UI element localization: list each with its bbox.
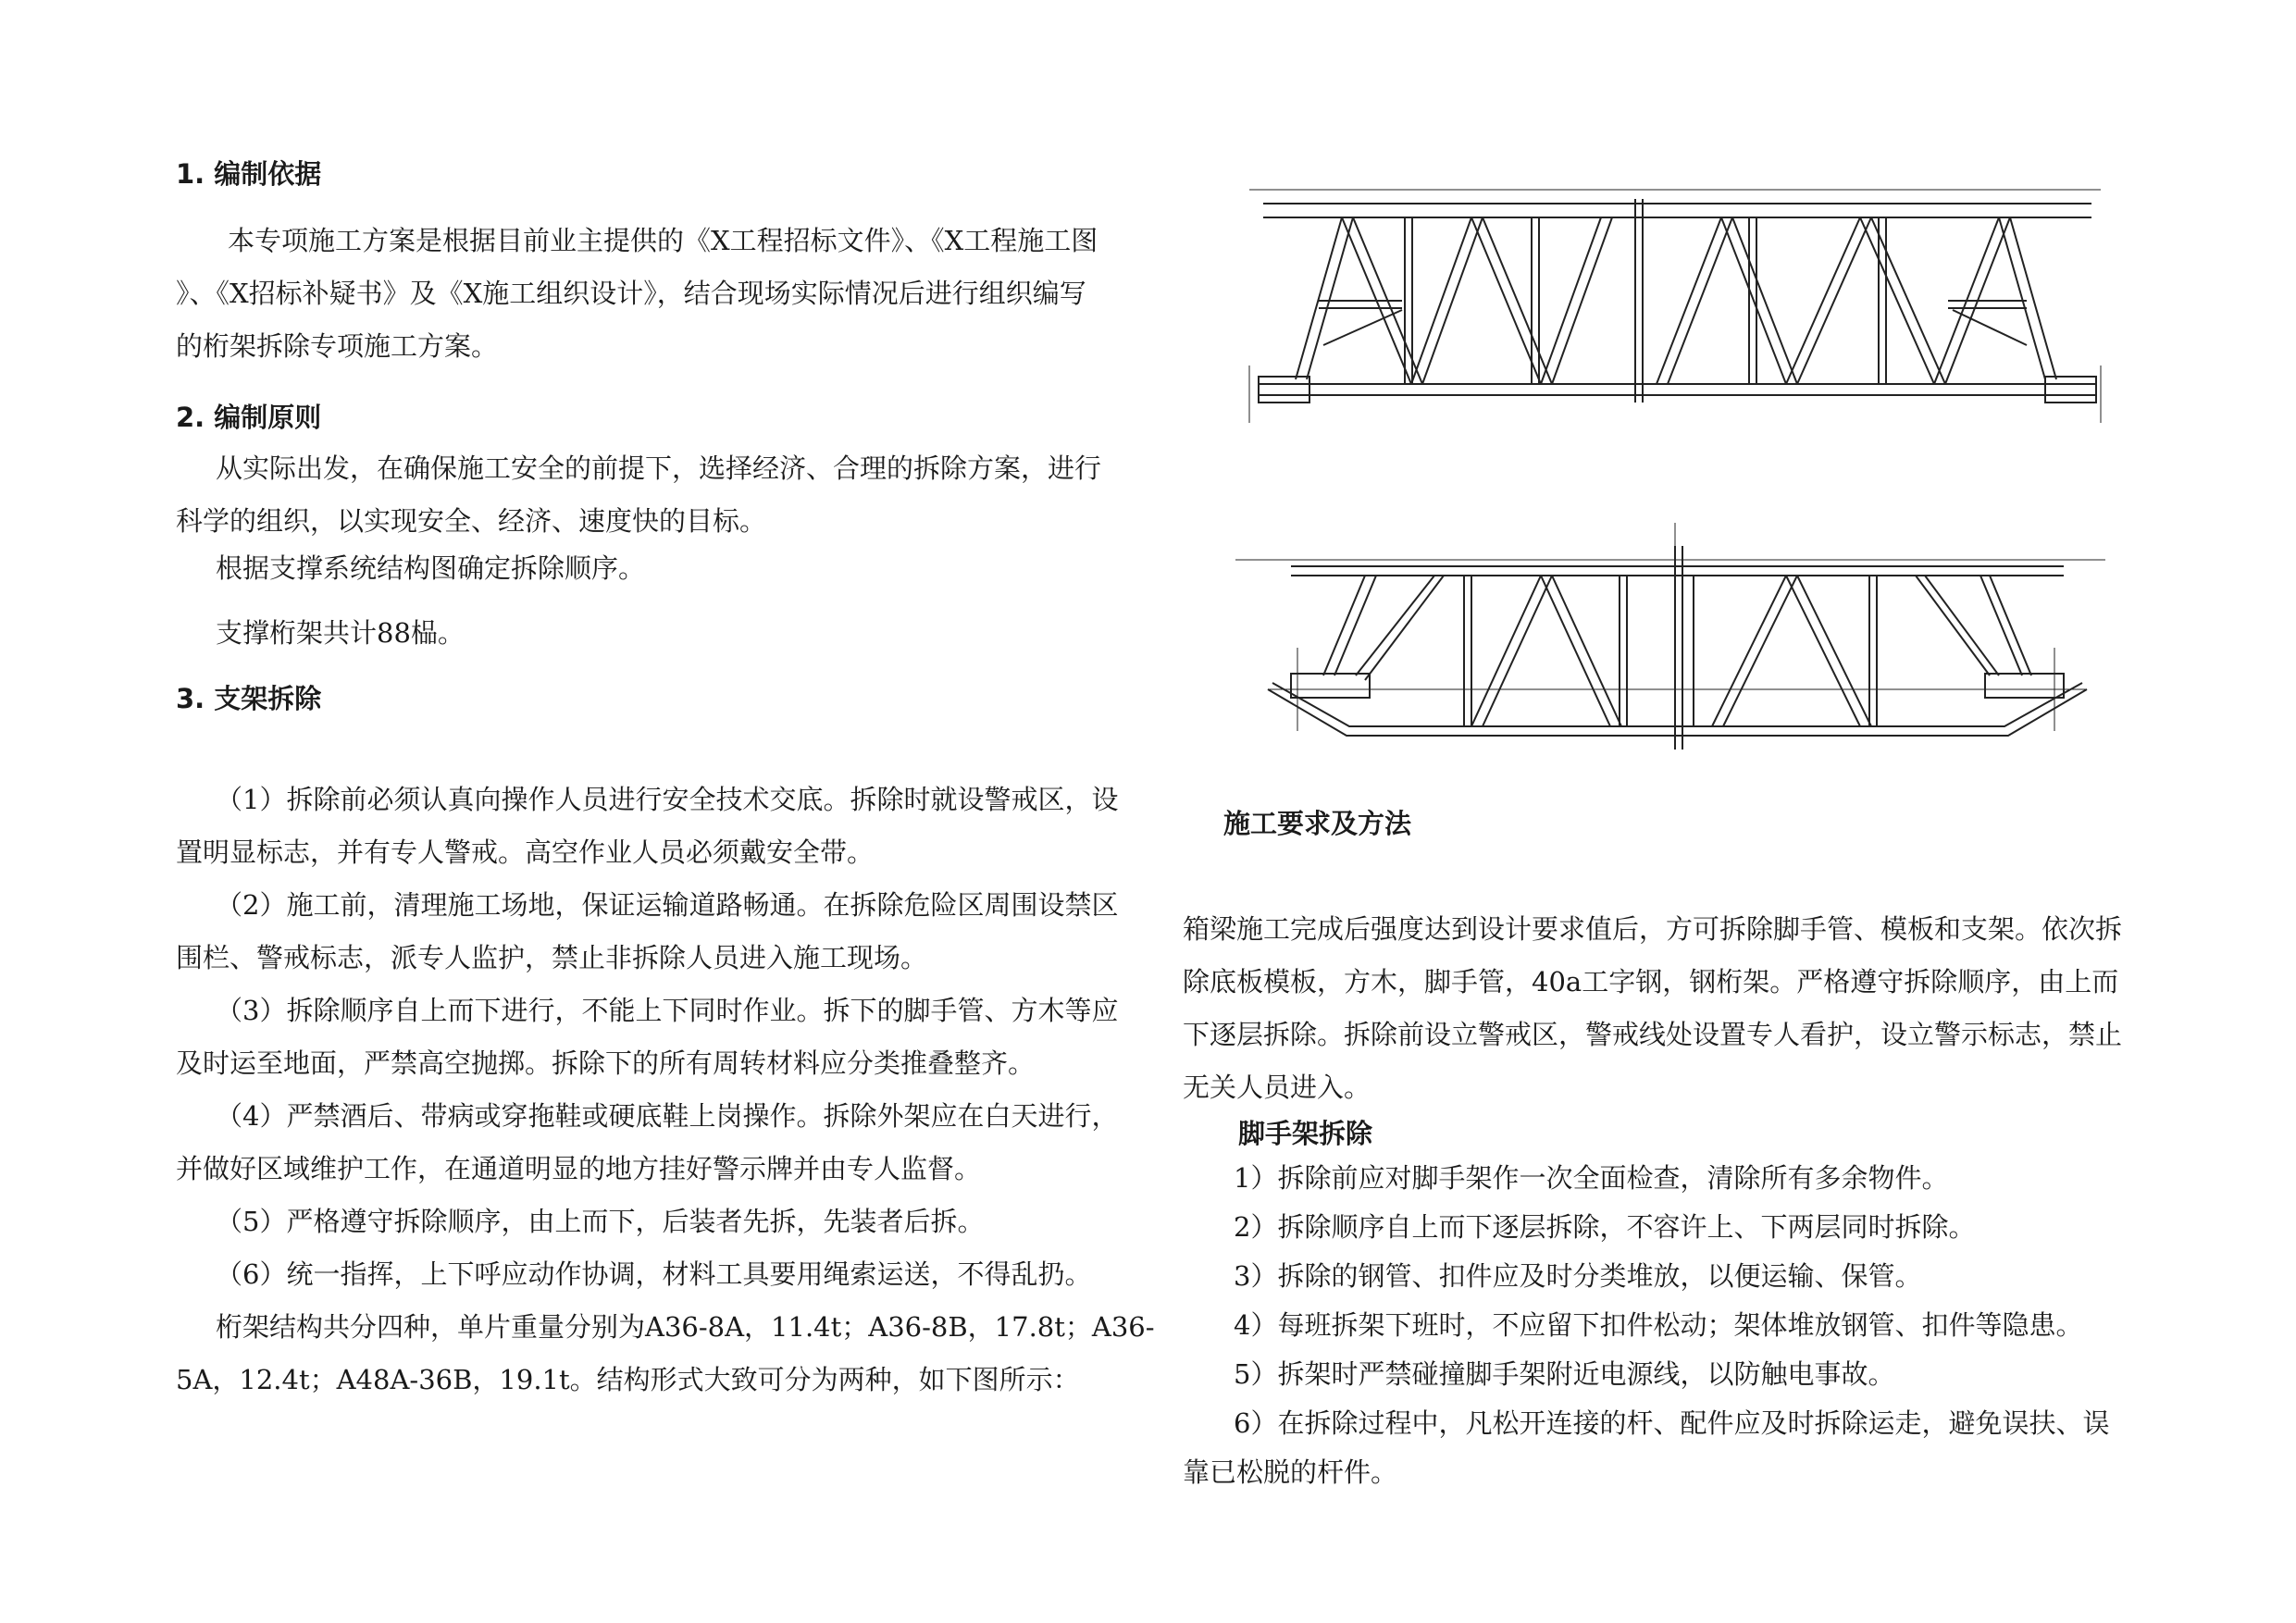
paragraph-line: 无关人员进入。 (1183, 1072, 1371, 1103)
paragraph-line: 及时运至地面，严禁高空抛掷。拆除下的所有周转材料应分类推叠整齐。 (176, 1047, 1036, 1079)
paragraph-line: 的桁架拆除专项施工方案。 (176, 330, 499, 362)
list-item: 靠已松脱的杆件。 (1183, 1456, 1398, 1488)
scaffold-removal-heading: 脚手架拆除 (1238, 1118, 1373, 1149)
paragraph-line: （1）拆除前必须认真向操作人员进行安全技术交底。拆除时就设警戒区，设 (216, 784, 1119, 815)
list-item: 4）每班拆架下班时，不应留下扣件松动；架体堆放钢管、扣件等隐患。 (1234, 1309, 2083, 1341)
section-1-heading: 1. 编制依据 (176, 158, 322, 190)
paragraph-line: 本专项施工方案是根据目前业主提供的《X工程招标文件》、《X工程施工图 (228, 225, 1098, 256)
paragraph-line: 箱梁施工完成后强度达到设计要求值后，方可拆除脚手管、模板和支架。依次拆 (1183, 913, 2123, 945)
paragraph-line: （4）严禁酒后、带病或穿拖鞋或硬底鞋上岗操作。拆除外架应在白天进行， (216, 1100, 1119, 1132)
truss-type-2-drawing (1231, 518, 2119, 777)
list-item: 2）拆除顺序自上而下逐层拆除，不容许上、下两层同时拆除。 (1234, 1211, 1976, 1243)
right-heading: 施工要求及方法 (1223, 808, 1412, 839)
paragraph-line: （6）统一指挥，上下呼应动作协调，材料工具要用绳索运送，不得乱扔。 (216, 1258, 1092, 1290)
scaffold-removal-list (1183, 1154, 2109, 1497)
section-2-heading: 2. 编制原则 (176, 402, 322, 433)
section-1-body (176, 215, 1098, 373)
paragraph-line: 除底板模板，方木，脚手管，40a工字钢，钢桁架。严格遵守拆除顺序，由上而 (1183, 966, 2119, 997)
list-item: 6）在拆除过程中，凡松开连接的杆、配件应及时拆除运走，避免误扶、误 (1234, 1407, 2110, 1439)
paragraph-line: （2）施工前，清理施工场地，保证运输道路畅通。在拆除危险区周围设禁区 (216, 889, 1119, 921)
paragraph-line: 下逐层拆除。拆除前设立警戒区，警戒线处设置专人看护，设立警示标志，禁止 (1183, 1019, 2123, 1050)
paragraph-line: 5A，12.4t；A48A-36B，19.1t。结构形式大致可分为两种，如下图所示： (176, 1364, 1080, 1395)
list-item: 5）拆架时严禁碰撞脚手架附近电源线，以防触电事故。 (1234, 1358, 1895, 1390)
paragraph-line: 》、《X招标补疑书》及《X施工组织设计》，结合现场实际情况后进行组织编写 (176, 278, 1086, 309)
paragraph-line: 桁架结构共分四种，单片重量分别为A36-8A，11.4t；A36-8B，17.8t；A36- (216, 1311, 1155, 1343)
paragraph-line: 并做好区域维护工作，在通道明显的地方挂好警示牌并由专人监督。 (176, 1153, 982, 1184)
section-3-body (176, 774, 1155, 1406)
section-3-heading: 3. 支架拆除 (176, 683, 322, 714)
paragraph-line: 支撑桁架共计88榀。 (216, 617, 465, 649)
list-item: 1）拆除前应对脚手架作一次全面检查，清除所有多余物件。 (1234, 1162, 1949, 1194)
paragraph-line: 科学的组织，以实现安全、经济、速度快的目标。 (176, 505, 767, 537)
paragraph-line: 围栏、警戒标志，派专人监护，禁止非拆除人员进入施工现场。 (176, 942, 928, 973)
paragraph-line: 置明显标志，并有专人警戒。高空作业人员必须戴安全带。 (176, 836, 875, 868)
truss-type-1-drawing (1231, 180, 2119, 430)
paragraph-line: 根据支撑系统结构图确定拆除顺序。 (216, 552, 646, 584)
paragraph-line: （3）拆除顺序自上而下进行，不能上下同时作业。拆下的脚手管、方木等应 (216, 995, 1119, 1026)
section-2-body (176, 442, 1101, 548)
right-intro (1183, 903, 2122, 1114)
paragraph-line: （5）严格遵守拆除顺序，由上而下，后装者先拆，先装者后拆。 (216, 1206, 985, 1237)
paragraph-line: 从实际出发，在确保施工安全的前提下，选择经济、合理的拆除方案，进行 (216, 452, 1102, 484)
list-item: 3）拆除的钢管、扣件应及时分类堆放，以便运输、保管。 (1234, 1260, 1922, 1292)
